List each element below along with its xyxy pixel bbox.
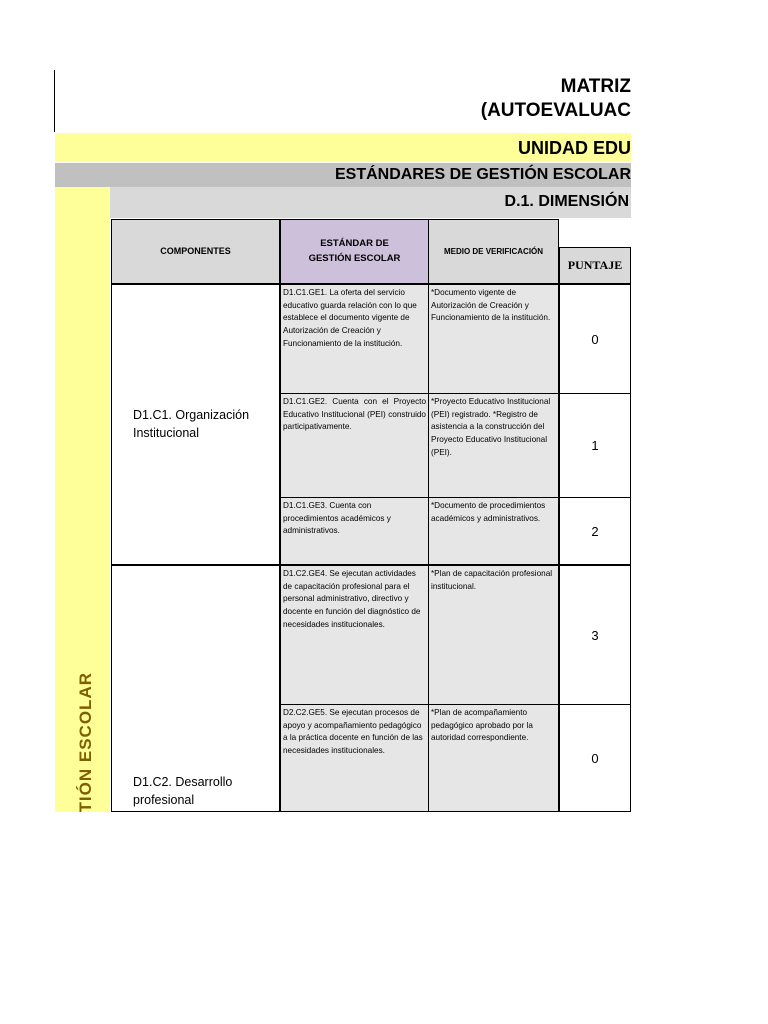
verification-text: *Plan de capacitación profesional institucional. [431,569,553,591]
verification-text: *Proyecto Educativo Institucional (PEI) registrado. *Registro de asistencia a la construcción del Proyecto Educativo Institucional (PEI). [431,397,551,457]
header-standard [280,219,429,284]
standard-cell [280,393,429,498]
score-cell [559,565,631,705]
standard-text: D1.C1.GE1. La oferta del servicio educativo guarda relación con lo que establece el documento vigente de Autorización de Creación y Funcionamiento de la institución. [283,288,417,348]
verification-cell [428,284,559,394]
component-cell-c2 [111,565,280,812]
standard-cell [280,497,429,565]
score-value: 1 [591,438,599,453]
side-label-text: TIÓN ESCOLAR [76,671,95,812]
verification-text: *Documento vigente de Autorización de Creación y Funcionamiento de la institución. [431,288,551,323]
standard-text: D1.C1.GE2. Cuenta con el Proyecto Educativo Institucional (PEI) construido participativamente. [283,397,426,432]
verification-cell [428,393,559,498]
score-value: 0 [591,750,599,766]
component-cell-c1 [111,284,280,565]
dimension-label: D.1. DIMENSIÓN [504,193,629,210]
page-title-line2: (AUTOEVALUAC [480,100,631,121]
standard-text: D2.C2.GE5. Se ejecutan procesos de apoyo y acompañamiento pedagógico a la práctica docente en función de las necesidades institucionales. [283,708,423,756]
score-value: 3 [591,627,599,643]
standard-cell [280,565,429,705]
header-score [559,247,631,284]
verification-text: *Plan de acompañamiento pedagógico aprobado por la autoridad correspondiente. [431,708,533,743]
header-verification-label: MEDIO DE VERIFICACIÓN [443,246,544,256]
header-standard-label: ESTÁNDAR DE GESTIÓN ESCOLAR [308,238,401,264]
header-score-label: PUNTAJE [567,258,623,272]
score-value: 0 [591,331,599,347]
standard-cell [280,704,429,812]
header-components [111,219,280,284]
unit-label: UNIDAD EDU [517,138,631,158]
unit-band [55,133,631,162]
component-label-c2: D1.C2. Desarrollo profesional [133,775,233,807]
verification-cell [428,565,559,705]
page-title-line1: MATRIZ [560,76,631,97]
score-cell [559,284,631,394]
header-components-label: COMPONENTES [160,245,231,256]
score-cell [559,704,631,812]
standards-band [55,163,631,187]
component-label-c1: D1.C1. Organización Institucional [133,408,250,440]
score-cell [559,393,631,498]
standard-text: D1.C1.GE3. Cuenta con procedimientos académicos y administrativos. [283,501,391,536]
score-value: 2 [591,523,599,539]
header-verification [428,219,559,284]
score-cell [559,497,631,565]
verification-cell [428,497,559,565]
dimension-band [110,187,631,218]
side-vertical-label [68,660,108,812]
standard-cell [280,284,429,394]
standards-label: ESTÁNDARES DE GESTIÓN ESCOLAR [334,166,631,183]
verification-cell [428,704,559,812]
standard-text: D1.C2.GE4. Se ejecutan actividades de capacitación profesional para el personal administrativo, directivo y docente en función del diagnóstico de necesidades institucionales. [283,569,421,629]
verification-text: *Documento de procedimientos académicos y administrativos. [431,501,546,523]
